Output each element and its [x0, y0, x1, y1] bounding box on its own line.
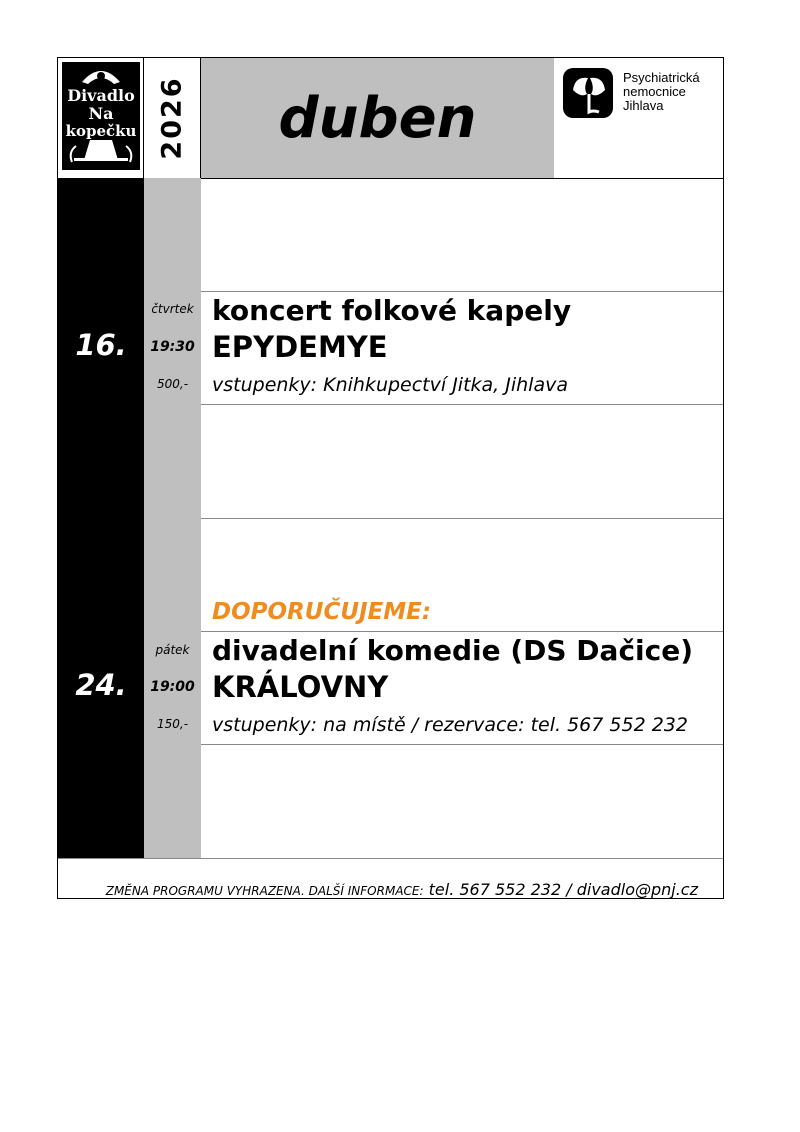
event-weekday: čtvrtek: [151, 302, 194, 316]
theatre-logo: [62, 62, 140, 170]
event-title: EPYDEMYE: [212, 330, 388, 364]
footer-contact: tel. 567 552 232 / divadlo@pnj.cz: [428, 880, 698, 899]
footer: [58, 858, 723, 899]
event-time: 19:30: [150, 339, 195, 355]
event-weekday: pátek: [155, 643, 190, 657]
theatre-logo-cell: [58, 58, 144, 178]
org-line-3: Jihlava: [623, 98, 664, 113]
month-cell: [201, 58, 554, 178]
logo-word-3: kopečku: [65, 122, 137, 140]
event-day-number: 16.: [75, 328, 127, 362]
footer-text: [106, 880, 698, 899]
day-column: [58, 178, 144, 858]
event-description: divadelní komedie (DS Dačice): [212, 634, 694, 667]
event-tickets: vstupenky: na místě / rezervace: tel. 567 552 232: [212, 714, 688, 736]
organization-logo: [554, 58, 723, 178]
row-divider: [201, 518, 723, 519]
event-title: KRÁLOVNY: [212, 670, 389, 704]
event-price: 500,-: [156, 377, 189, 391]
program-poster: [57, 57, 724, 899]
month-title: duben: [278, 86, 477, 151]
row-divider: [201, 631, 723, 632]
organization-name: [623, 71, 700, 113]
row-divider: [201, 744, 723, 745]
row-divider: [201, 291, 723, 292]
event-tickets: vstupenky: Knihkupectví Jitka, Jihlava: [212, 374, 568, 396]
row-divider: [201, 404, 723, 405]
ginkgo-leaf-icon: [563, 68, 613, 118]
event-time: 19:00: [150, 679, 195, 695]
event-day-number: 24.: [75, 668, 127, 702]
event-description: koncert folkové kapely: [212, 294, 572, 327]
org-line-1: Psychiatrická: [623, 70, 700, 85]
info-column: [144, 178, 201, 858]
recommend-label: DOPORUČUJEME:: [212, 599, 432, 625]
footer-note: ZMĚNA PROGRAMU VYHRAZENA. DALŠÍ INFORMACE:: [105, 884, 424, 898]
year-label: 2026: [156, 76, 188, 160]
year-cell: [144, 58, 201, 178]
logo-word-2: Na: [88, 104, 114, 123]
poster-header: [58, 58, 723, 179]
org-line-2: nemocnice: [623, 84, 686, 99]
event-price: 150,-: [156, 717, 189, 731]
logo-word-1: Divadlo: [67, 86, 135, 105]
